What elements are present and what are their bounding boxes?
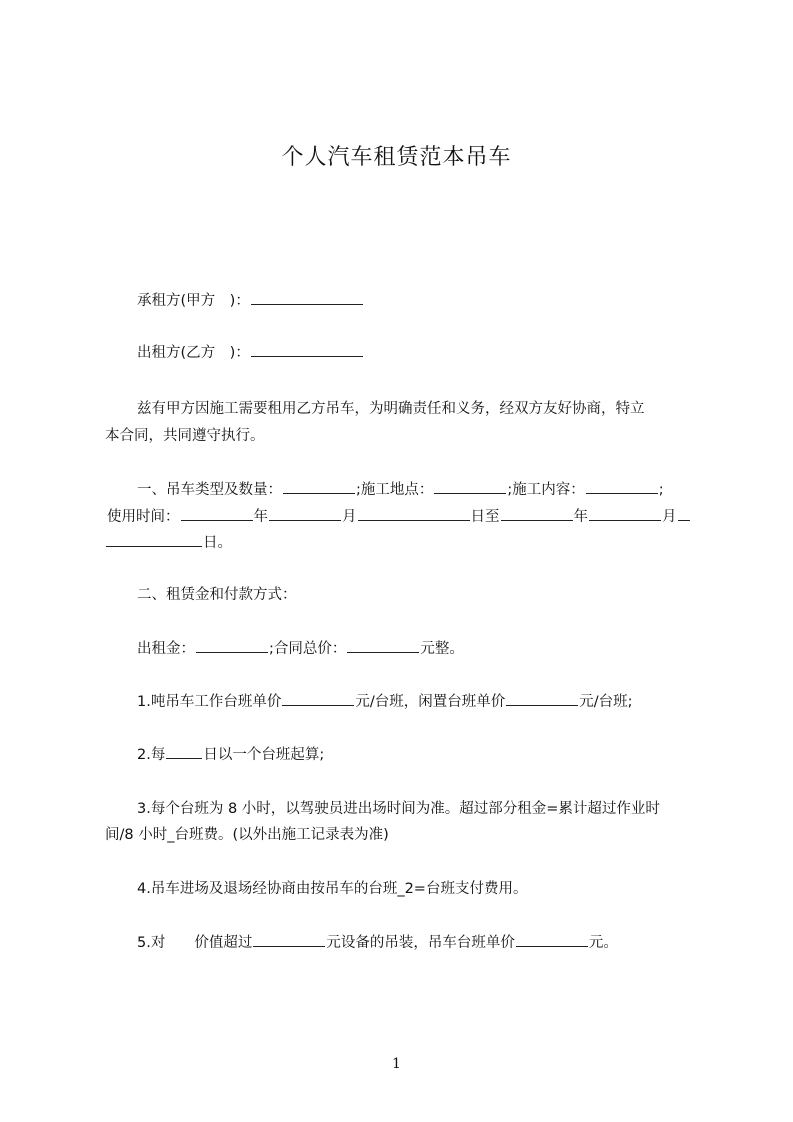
section1-line2 [107,506,691,528]
item5-label-a: 5.对 价值超过 [137,935,253,951]
start-month-blank [269,506,341,521]
lessor-line [137,342,364,364]
day-end-label: 日。 [203,535,232,551]
intro-paragraph-line2: 本合同，共同遵守执行。 [105,428,265,444]
item2-line [137,744,324,766]
end-month-tail-blank [678,506,690,521]
rent-blank [196,638,268,653]
page-title: 个人汽车租赁范本吊车 [281,145,512,170]
item3-line1: 3.每个台班为 8 小时，以驾驶员进出场时间为准。超过部分租金=累计超过作业时 [137,801,660,817]
usage-time-label: 使用时间： [107,509,180,525]
end-day-blank [106,532,202,547]
crane-type-blank [283,479,355,494]
crane-type-label: 一、吊车类型及数量： [137,482,282,498]
lessor-blank [251,342,363,357]
item5-label-b: 元设备的吊装，吊车台班单价 [326,935,515,951]
start-day-blank [358,506,470,521]
item2-label-b: 日以一个台班起算; [203,747,325,763]
item1-label-b: 元/台班，闲置台班单价 [355,694,506,710]
rent-label: 出租金： [137,641,195,657]
semicolon: ; [658,482,664,498]
content-label: ;施工内容： [507,482,585,498]
month-label: 月 [342,509,357,525]
content-blank [586,479,658,494]
item5-line [137,932,618,954]
item4-line: 4.吊车进场及退场经协商由按吊车的台班_2=台班支付费用。 [137,881,528,897]
end-month-label: 月 [662,509,677,525]
total-blank [347,638,419,653]
item1-label-c: 元/台班; [579,694,633,710]
page-number: 1 [392,1056,401,1072]
day-to-label: 日至 [470,509,500,525]
item1-line [137,691,633,713]
rent-line [137,638,464,660]
end-month-blank [589,506,661,521]
lessee-label: 承租方(甲方 )： [137,293,250,309]
total-label: ;合同总价： [269,641,347,657]
start-year-blank [181,506,253,521]
section1-line3 [105,532,232,554]
site-label: ;施工地点： [356,482,434,498]
end-year-label: 年 [573,509,588,525]
idle-shift-price-blank [506,691,578,706]
lift-shift-price-blank [516,932,588,947]
work-shift-price-blank [282,691,354,706]
days-blank [166,744,202,759]
equipment-value-blank [253,932,325,947]
section1-line1 [137,479,664,501]
item3-line2: 间/8 小时_台班费。(以外出施工记录表为准) [105,827,389,843]
yuan-whole-label: 元整。 [420,641,464,657]
lessee-line [137,290,364,312]
section2-heading: 二、租赁金和付款方式： [137,587,297,603]
intro-paragraph-line1: 兹有甲方因施工需要租用乙方吊车，为明确责任和义务，经双方友好协商，特立 [137,401,645,417]
item1-label-a: 1.吨吊车工作台班单价 [137,694,282,710]
item5-label-c: 元。 [588,935,618,951]
site-blank [434,479,506,494]
end-year-blank [501,506,573,521]
year-label: 年 [253,509,268,525]
lessor-label: 出租方(乙方 )： [137,345,250,361]
item2-label-a: 2.每 [137,747,166,763]
lessee-blank [251,290,363,305]
